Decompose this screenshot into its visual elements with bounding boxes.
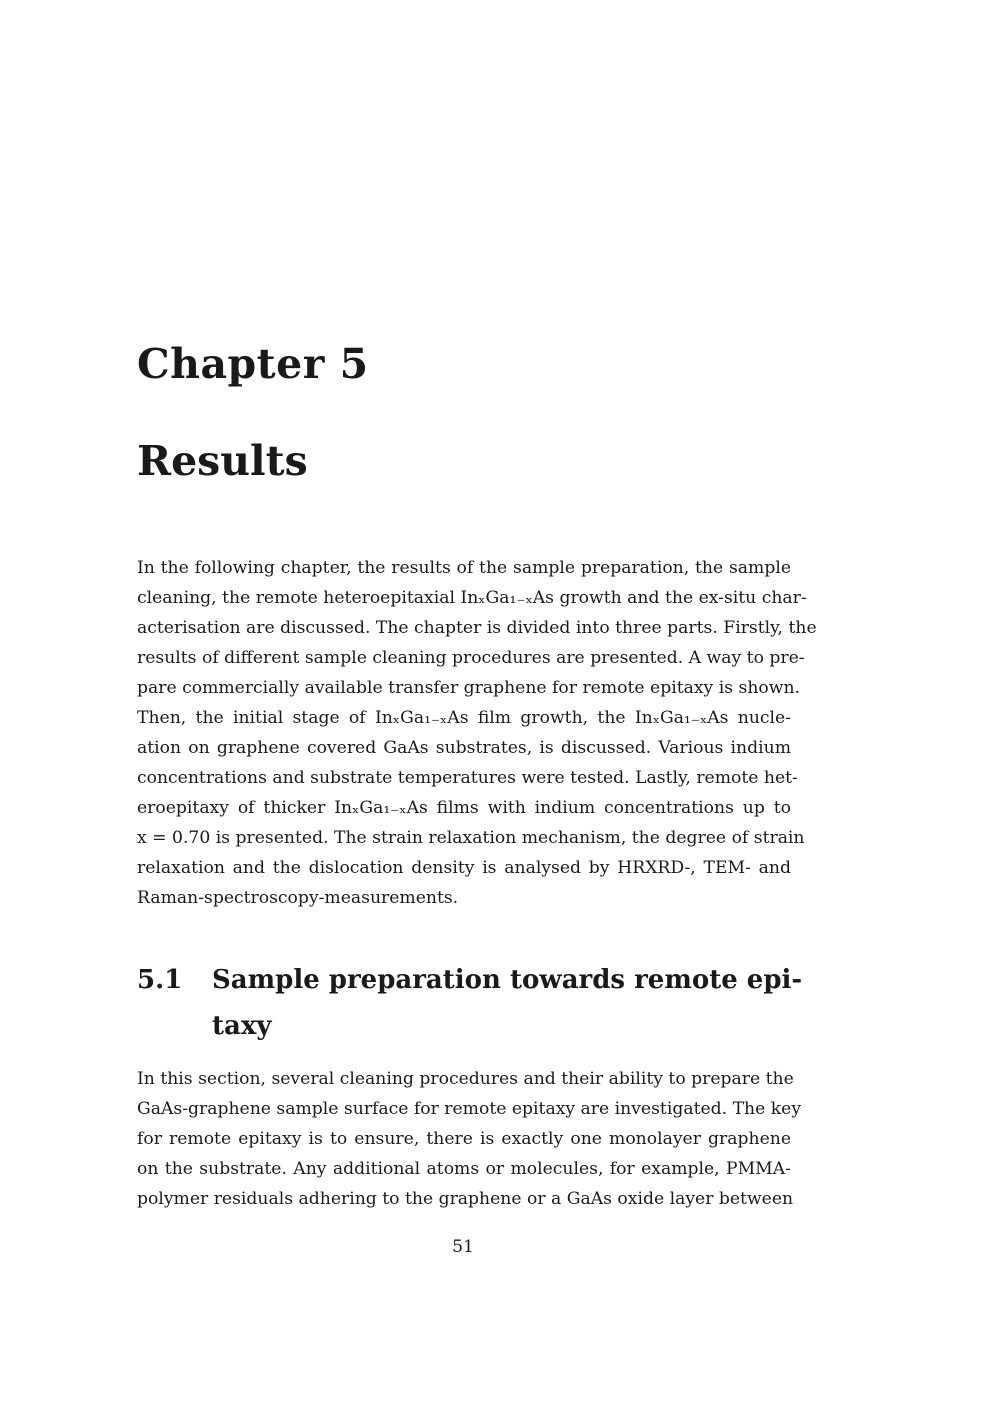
intro-line: relaxation and the dislocation density is analysed by HRXRD-, TEM- and <box>137 858 791 878</box>
intro-line: Then, the initial stage of InₓGa₁₋ₓAs film growth, the InₓGa₁₋ₓAs nucle- <box>137 708 791 728</box>
section-title-line: taxy <box>212 1011 272 1041</box>
section-body-line: polymer residuals adhering to the graphene or a GaAs oxide layer between <box>137 1189 794 1209</box>
section-title-line: Sample preparation towards remote epi- <box>212 965 803 995</box>
section-body-line: on the substrate. Any additional atoms or molecules, for example, PMMA- <box>137 1159 791 1179</box>
intro-line: ation on graphene covered GaAs substrates, is discussed. Various indium <box>137 738 791 758</box>
section-paragraph <box>137 1064 802 1214</box>
page-number: 51 <box>452 1237 474 1257</box>
section-body-line: GaAs-graphene sample surface for remote epitaxy are investigated. The key <box>137 1099 802 1119</box>
section-body-line: for remote epitaxy is to ensure, there is exactly one monolayer graphene <box>137 1129 791 1149</box>
section-body-line: In this section, several cleaning procedures and their ability to prepare the <box>137 1069 794 1089</box>
chapter-label: Chapter 5 <box>137 340 369 388</box>
intro-line: concentrations and substrate temperatures were tested. Lastly, remote het- <box>137 768 798 788</box>
section-number: 5.1 <box>137 965 183 995</box>
intro-line: results of different sample cleaning procedures are presented. A way to pre- <box>137 648 805 668</box>
intro-line: cleaning, the remote heteroepitaxial InₓGa₁₋ₓAs growth and the ex-situ char- <box>137 588 807 608</box>
intro-line: Raman-spectroscopy-measurements. <box>137 888 459 908</box>
intro-line: x = 0.70 is presented. The strain relaxation mechanism, the degree of strain <box>137 828 805 848</box>
intro-line: acterisation are discussed. The chapter is divided into three parts. Firstly, the <box>137 618 817 638</box>
intro-line: pare commercially available transfer graphene for remote epitaxy is shown. <box>137 678 800 698</box>
chapter-title: Results <box>137 437 308 485</box>
intro-line: In the following chapter, the results of the sample preparation, the sample <box>137 558 791 578</box>
intro-paragraph <box>137 553 817 913</box>
intro-line: eroepitaxy of thicker InₓGa₁₋ₓAs films with indium concentrations up to <box>137 798 791 818</box>
